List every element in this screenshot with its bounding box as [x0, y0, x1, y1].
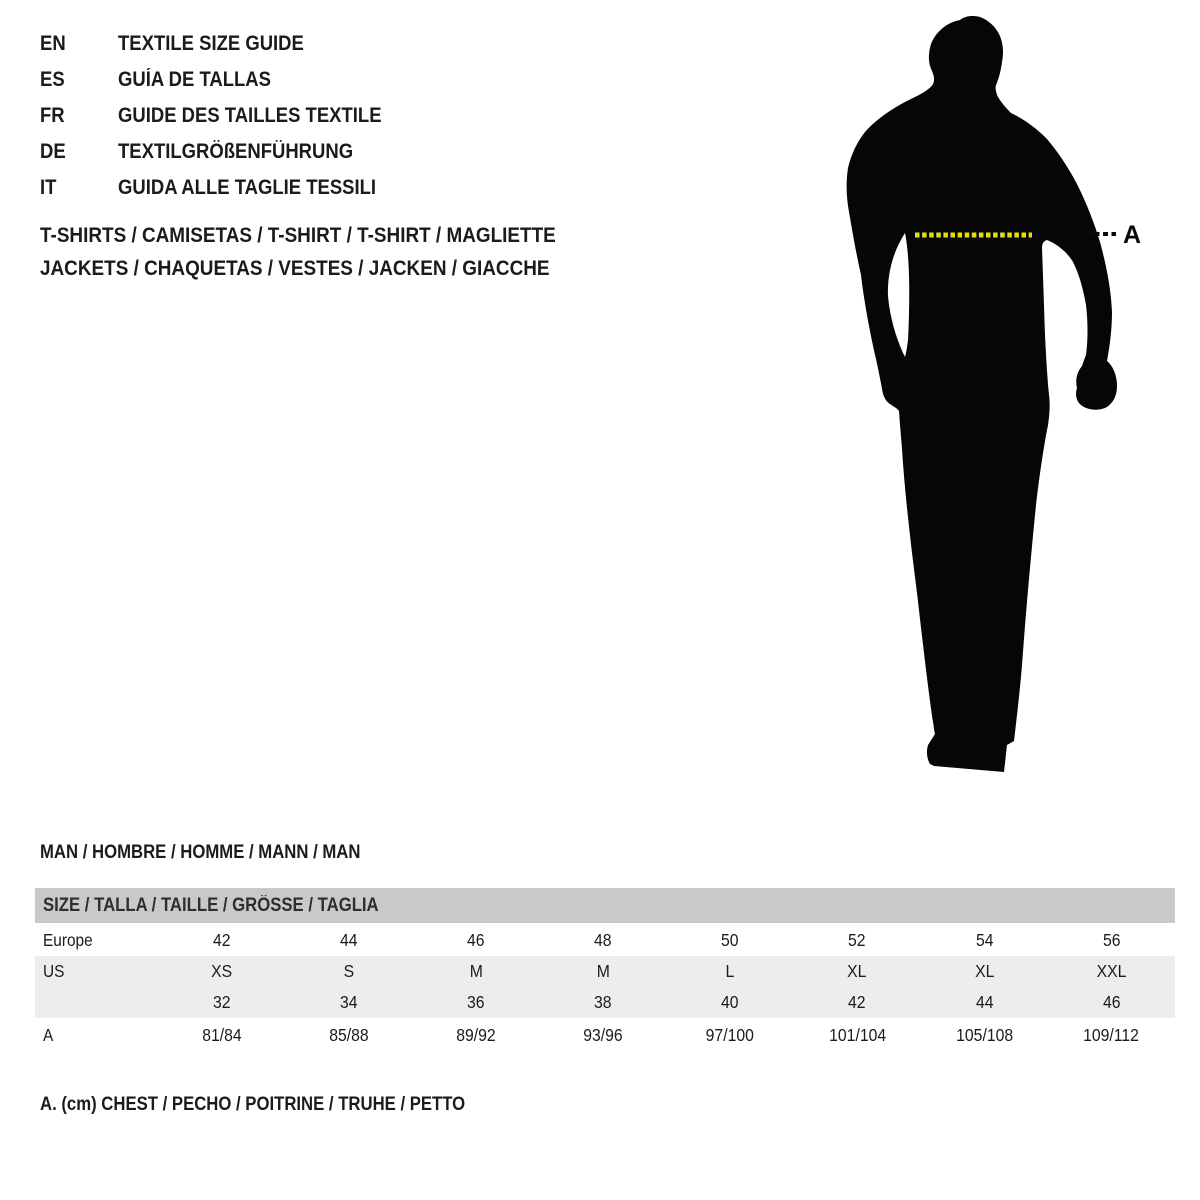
cell-num-3: 36	[467, 992, 485, 1012]
man-silhouette	[847, 16, 1117, 772]
lang-row-en	[40, 26, 417, 62]
cell-us-2: S	[343, 961, 354, 981]
language-legend	[40, 26, 417, 206]
cell-us-5: L	[725, 961, 735, 981]
cell-us-4: M	[596, 961, 610, 981]
cell-us-7: XL	[974, 961, 994, 981]
cell-a-6: 101/104	[828, 1025, 886, 1045]
lang-code-de: DE	[40, 140, 66, 163]
cell-num-7: 44	[975, 992, 994, 1012]
lang-title-de: TEXTILGRÖßENFÜHRUNG	[118, 140, 354, 163]
measure-label-a: A	[1123, 221, 1142, 249]
size-table-header: SIZE / TALLA / TAILLE / GRÖSSE / TAGLIA	[35, 888, 1175, 923]
lang-title-it: GUIDA ALLE TAGLIE TESSILI	[118, 176, 377, 199]
cell-europe-8: 56	[1102, 930, 1121, 950]
lang-row-de	[40, 134, 417, 170]
cell-europe-3: 46	[467, 930, 485, 950]
lang-code-it: IT	[40, 176, 57, 199]
cell-europe-5: 50	[721, 930, 739, 950]
table-row-us	[35, 956, 1175, 987]
table-row-numeric	[35, 987, 1175, 1018]
cell-us-6: XL	[847, 961, 867, 981]
cell-europe-4: 48	[594, 930, 612, 950]
lang-row-es	[40, 62, 417, 98]
cell-a-2: 85/88	[328, 1025, 369, 1045]
cell-num-8: 46	[1102, 992, 1121, 1012]
product-types	[40, 219, 626, 285]
cell-europe-2: 44	[339, 930, 358, 950]
lang-row-it	[40, 170, 417, 206]
section-title-man: MAN / HOMBRE / HOMME / MANN / MAN	[40, 842, 361, 863]
cell-num-6: 42	[848, 992, 866, 1012]
row-label-europe: Europe	[43, 930, 93, 950]
cell-num-2: 34	[339, 992, 358, 1012]
cell-num-4: 38	[594, 992, 612, 1012]
cell-a-4: 93/96	[583, 1025, 623, 1045]
measurement-footnote: A. (cm) CHEST / PECHO / POITRINE / TRUHE / PETTO	[40, 1094, 466, 1115]
cell-us-3: M	[469, 961, 483, 981]
cell-europe-1: 42	[212, 930, 231, 950]
cell-a-1: 81/84	[201, 1025, 242, 1045]
cell-us-1: XS	[211, 961, 233, 981]
cell-num-5: 40	[721, 992, 739, 1012]
cell-a-3: 89/92	[456, 1025, 496, 1045]
lang-title-en: TEXTILE SIZE GUIDE	[118, 32, 304, 55]
product-line-tshirts: T-SHIRTS / CAMISETAS / T-SHIRT / T-SHIRT / MAGLIETTE	[40, 223, 556, 247]
cell-a-8: 109/112	[1083, 1025, 1140, 1045]
cell-europe-6: 52	[848, 930, 866, 950]
lang-title-es: GUÍA DE TALLAS	[118, 68, 271, 91]
row-label-a: A	[43, 1025, 54, 1045]
lang-title-fr: GUIDE DES TAILLES TEXTILE	[118, 104, 382, 127]
cell-us-8: XXL	[1096, 961, 1127, 981]
lang-code-es: ES	[40, 68, 65, 91]
cell-a-5: 97/100	[705, 1025, 755, 1045]
cell-num-1: 32	[212, 992, 231, 1012]
table-row-europe	[35, 925, 1175, 956]
lang-code-fr: FR	[40, 104, 65, 127]
product-line-jackets: JACKETS / CHAQUETAS / VESTES / JACKEN / GIACCHE	[40, 256, 550, 280]
man-silhouette-figure	[820, 0, 1200, 800]
row-label-numeric	[35, 992, 158, 1013]
row-label-us: US	[43, 961, 65, 981]
size-table	[35, 888, 1175, 1053]
lang-row-fr	[40, 98, 417, 134]
lang-code-en: EN	[40, 32, 66, 55]
cell-europe-7: 54	[975, 930, 994, 950]
cell-a-7: 105/108	[955, 1025, 1013, 1045]
table-row-chest-a	[35, 1018, 1175, 1053]
